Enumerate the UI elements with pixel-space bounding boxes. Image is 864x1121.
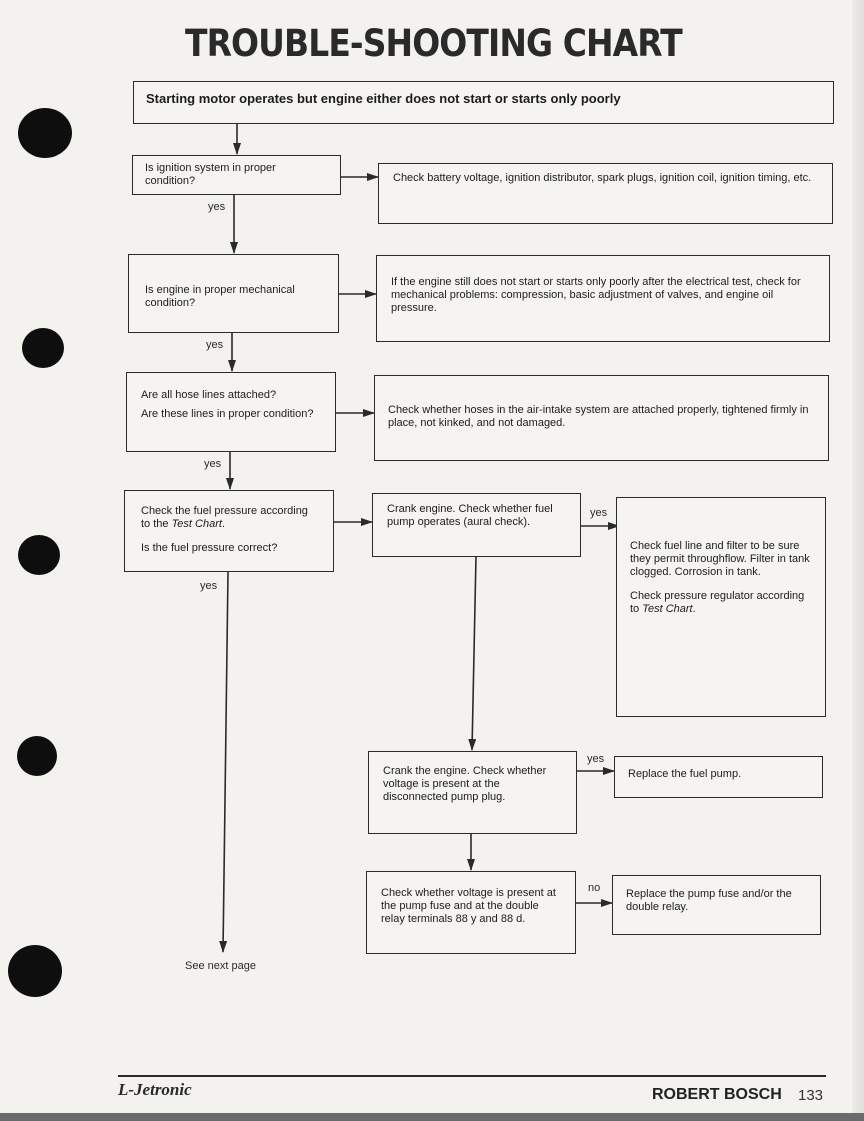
chart-title: TROUBLE-SHOOTING CHART	[185, 22, 682, 65]
fuse-check-text: Check whether voltage is present at the pump fuse and at the double relay terminals 88 y and 88 d.	[381, 887, 556, 925]
fuel-pressure-line-end: .	[221, 518, 225, 530]
mechanical-action-box	[376, 255, 830, 342]
crank-pump-yes-label: yes	[590, 507, 608, 519]
page-number: 133	[798, 1087, 824, 1104]
main-problem-text: Starting motor operates but engine either does not start or starts only poorly	[146, 91, 621, 106]
hoses-question-box	[126, 372, 336, 452]
crank-voltage-text: Crank the engine. Check whether voltage is present at the disconnected pump plug.	[383, 765, 547, 803]
hoses-yes-label: yes	[204, 458, 222, 470]
footer-brand: ROBERT BOSCH	[652, 1086, 782, 1103]
fuse-check-no-label: no	[588, 882, 601, 894]
scan-bottom-band	[0, 1113, 864, 1121]
fuel-line-box	[616, 497, 826, 717]
test-chart-ref-2: Test Chart	[642, 603, 693, 615]
hoses-question-1-text: Are all hose lines attached?	[141, 389, 277, 401]
hoses-action-box	[374, 375, 829, 461]
pressure-regulator-text	[630, 590, 813, 616]
mechanical-question-box	[128, 254, 339, 333]
ignition-action-box	[378, 163, 833, 224]
replace-fuse-box	[612, 875, 821, 935]
footer-left-title: L-Jetronic	[118, 1080, 192, 1099]
pressure-regulator-end: .	[692, 603, 696, 615]
fuel-line-text: Check fuel line and filter to be sure they permit throughflow. Filter in tank clogged. Corrosion in tank.	[630, 540, 810, 578]
ignition-yes-label: yes	[208, 201, 226, 213]
ignition-question-box	[132, 155, 341, 195]
crank-voltage-box	[368, 751, 577, 834]
pressure-regulator-start: Check pressure regulator according to	[630, 590, 805, 615]
replace-fuse-text: Replace the pump fuse and/or the double relay.	[626, 888, 792, 913]
fuel-pressure-instruction	[141, 505, 319, 531]
mechanical-question-text: Is engine in proper mechanical condition?	[145, 284, 295, 309]
replace-pump-box	[614, 756, 823, 798]
ignition-question-text: Is ignition system in proper condition?	[145, 162, 276, 187]
see-next-page-label: See next page	[185, 960, 256, 972]
ignition-action-text: Check battery voltage, ignition distributor, spark plugs, ignition coil, ignition timing, etc.	[393, 172, 812, 184]
mechanical-action-text: If the engine still does not start or starts only poorly after the electrical test, check for mechanical problems: compression, basic adjustment of valves, and engine oil pressure.	[391, 276, 801, 314]
fuel-pressure-yes-label: yes	[200, 580, 218, 592]
fuel-pressure-line-1: Check the fuel pressure according to the	[141, 505, 308, 530]
fuel-pressure-question: Is the fuel pressure correct?	[141, 542, 278, 554]
main-problem-box	[133, 81, 834, 124]
crank-pump-text: Crank engine. Check whether fuel pump operates (aural check).	[387, 503, 553, 528]
crank-pump-box	[372, 493, 581, 557]
fuel-pressure-box	[124, 490, 334, 572]
crank-voltage-yes-label: yes	[587, 753, 605, 765]
test-chart-ref: Test Chart	[171, 518, 222, 530]
fuse-check-box	[366, 871, 576, 954]
arrow-crank-to-voltage	[472, 556, 476, 750]
footer-rule	[118, 1075, 826, 1077]
arrow-fuel-to-next-page	[223, 572, 228, 952]
hoses-question-2-text: Are these lines in proper condition?	[141, 408, 314, 420]
mechanical-yes-label: yes	[206, 339, 224, 351]
hoses-action-text: Check whether hoses in the air-intake system are attached properly, tightened firmly in place, not kinked, and not damaged.	[388, 404, 809, 429]
replace-pump-text: Replace the fuel pump.	[628, 768, 742, 780]
